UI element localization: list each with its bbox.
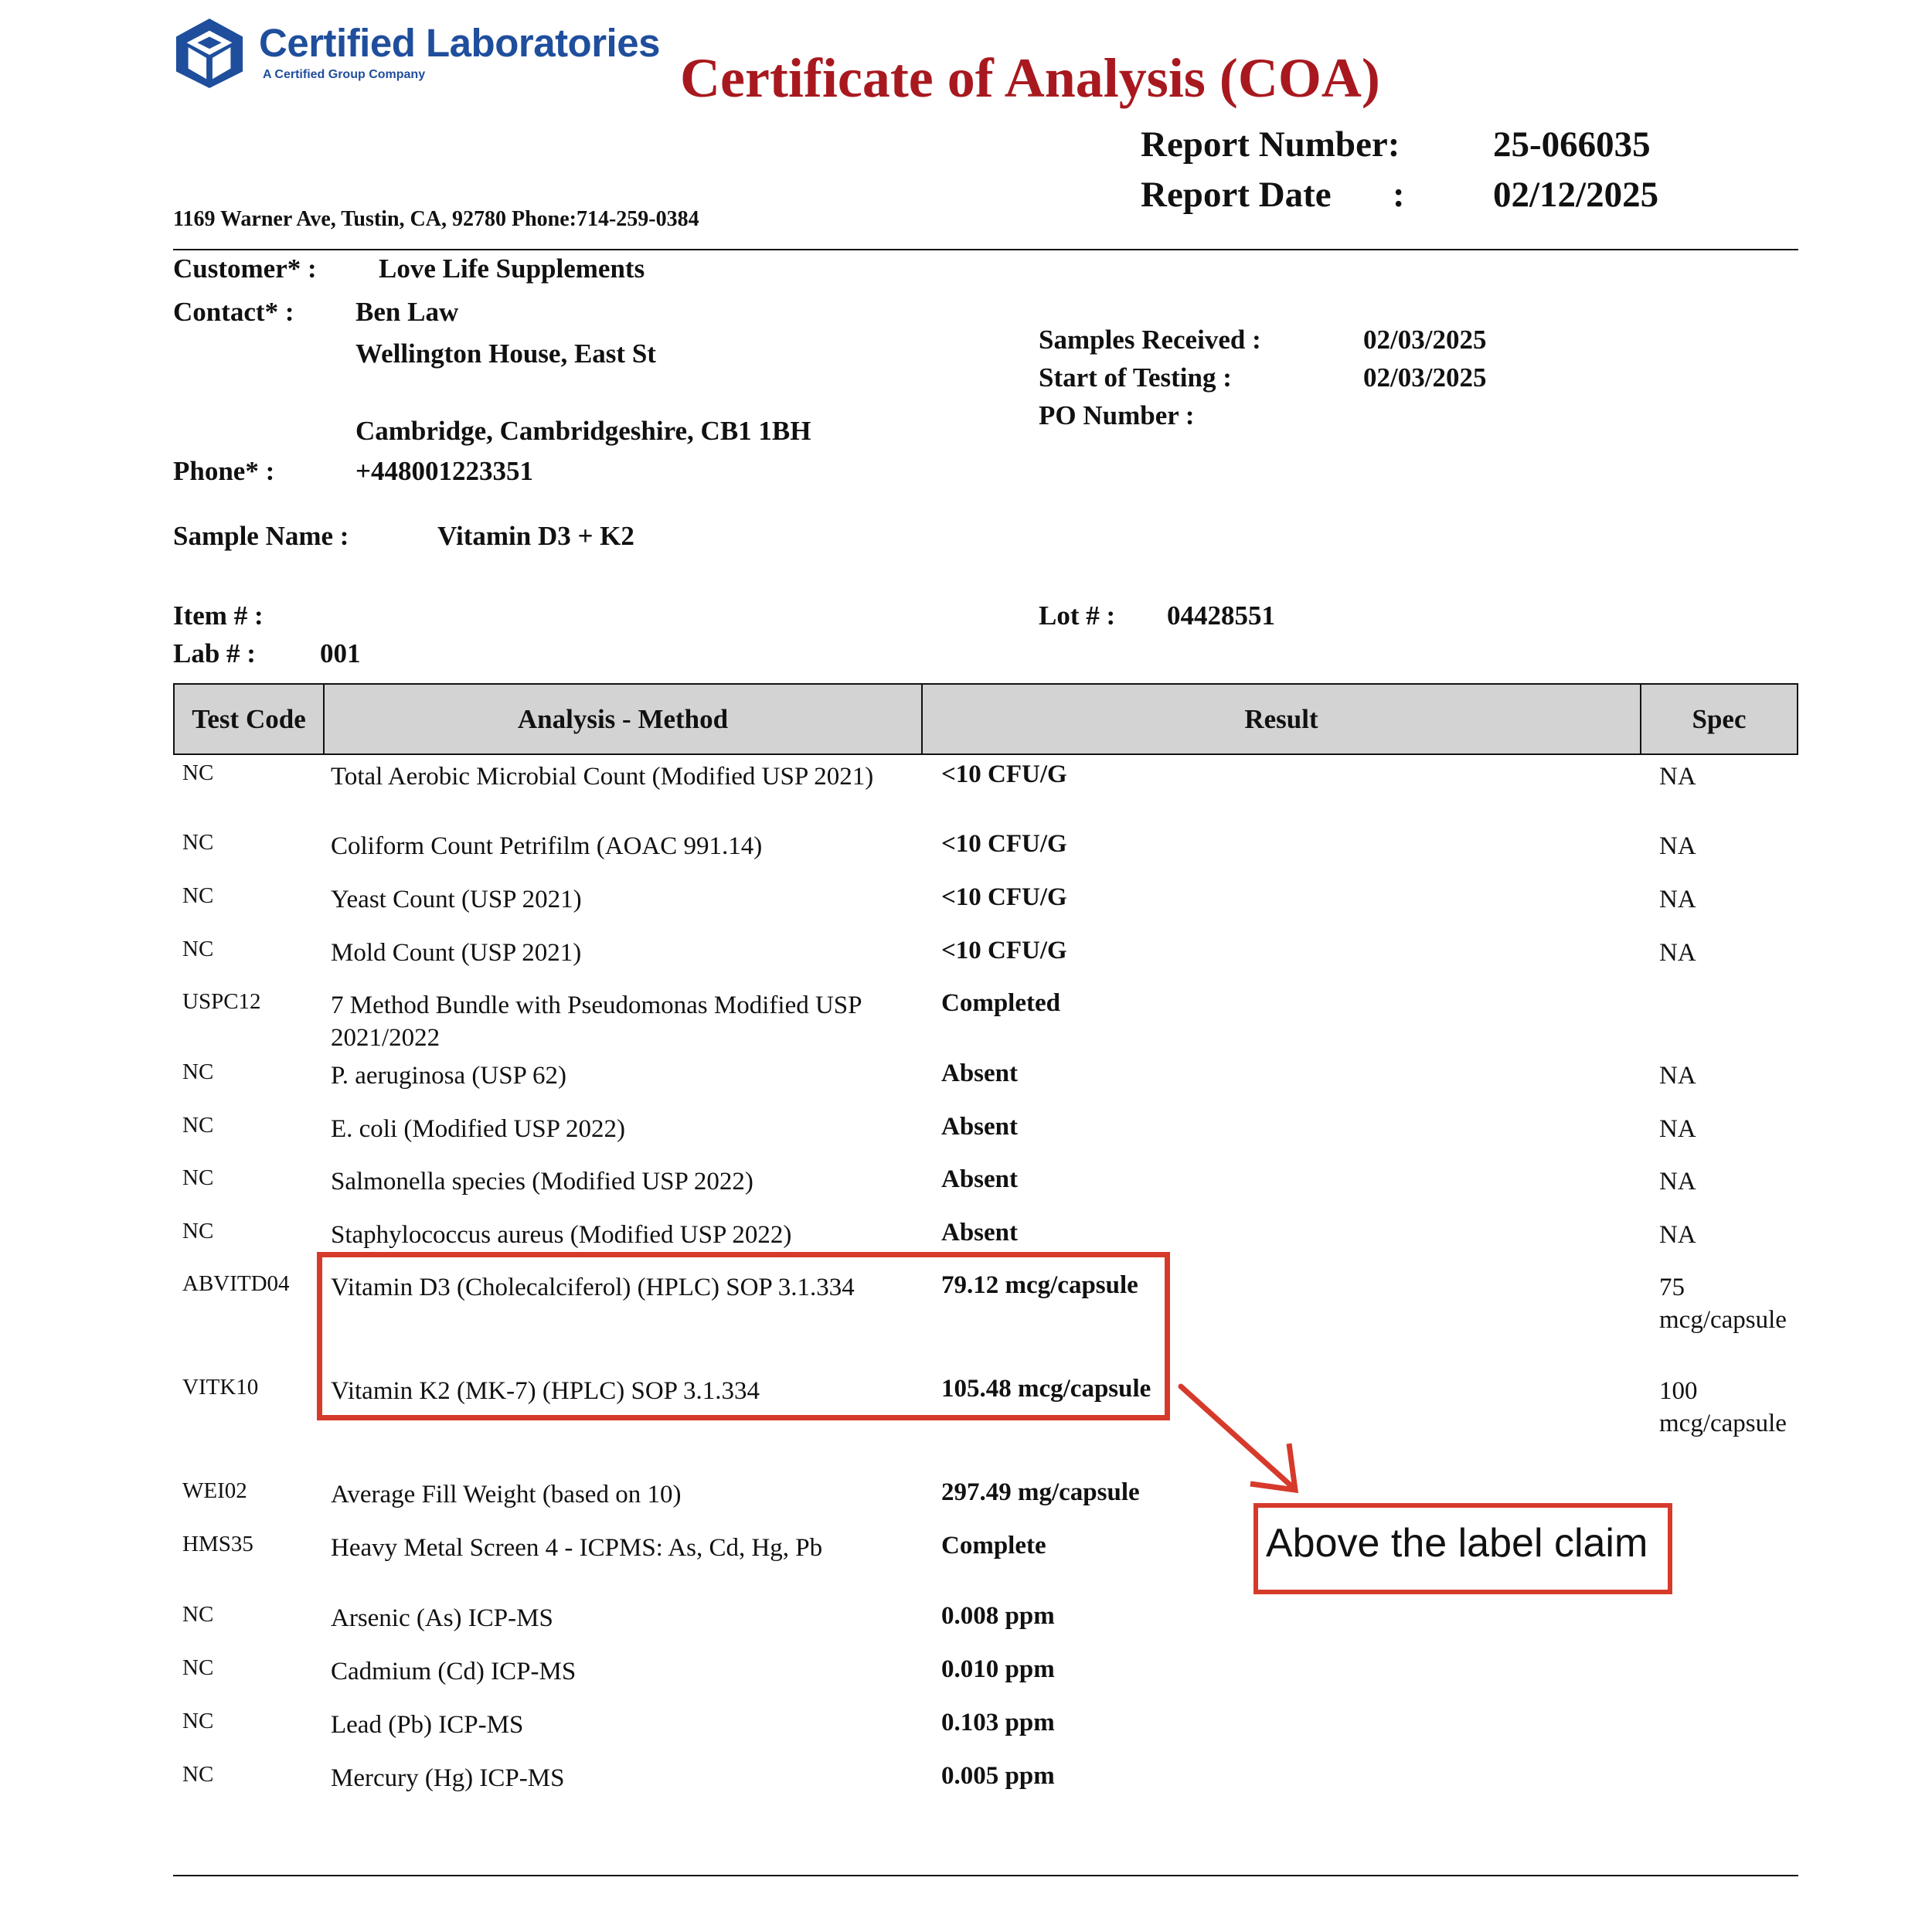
- phone-label: Phone* :: [173, 456, 275, 486]
- contact-label: Contact* :: [173, 297, 294, 327]
- analysis-method: Vitamin D3 (Cholecalciferol) (HPLC) SOP 3.1.334: [331, 1274, 855, 1301]
- test-code: NC: [182, 1709, 214, 1733]
- test-code: NC: [182, 1113, 214, 1138]
- test-code: NC: [182, 760, 214, 785]
- samples-received-label: Samples Received :: [1039, 325, 1261, 355]
- result: 0.005 ppm: [941, 1762, 1055, 1790]
- header-result: Result: [1244, 704, 1318, 734]
- analysis-method: Cadmium (Cd) ICP-MS: [331, 1658, 577, 1685]
- spec: NA: [1659, 1115, 1696, 1143]
- test-code: NC: [182, 883, 214, 908]
- analysis-method: Coliform Count Petrifilm (AOAC 991.14): [331, 832, 763, 860]
- result: Complete: [941, 1532, 1046, 1560]
- header-test-code: Test Code: [192, 704, 306, 734]
- test-code: ABVITD04: [182, 1271, 290, 1296]
- result: 0.103 ppm: [941, 1709, 1055, 1736]
- phone-value: +448001223351: [355, 456, 533, 486]
- result: Absent: [941, 1219, 1019, 1247]
- test-code: NC: [182, 830, 214, 855]
- customer-value: Love Life Supplements: [379, 253, 645, 284]
- vitamin-highlight-box: [317, 1252, 1170, 1420]
- report-number-label: Report Number:: [1141, 124, 1400, 165]
- test-code: NC: [182, 1060, 214, 1084]
- test-code: NC: [182, 1655, 214, 1680]
- analysis-method: Arsenic (As) ICP-MS: [331, 1604, 553, 1632]
- analysis-method: P. aeruginosa (USP 62): [331, 1062, 566, 1090]
- analysis-method: Vitamin K2 (MK-7) (HPLC) SOP 3.1.334: [331, 1377, 760, 1405]
- brand-tagline: A Certified Group Company: [263, 68, 426, 81]
- lot-value: 04428551: [1167, 600, 1275, 631]
- result: 0.010 ppm: [941, 1655, 1055, 1683]
- cube-logo-icon: [172, 17, 247, 90]
- spec: NA: [1659, 1221, 1696, 1249]
- address-line-2: Cambridge, Cambridgeshire, CB1 1BH: [355, 416, 811, 446]
- result: Absent: [941, 1165, 1019, 1193]
- test-code: VITK10: [182, 1375, 259, 1400]
- footer-divider: [173, 1875, 1798, 1876]
- analysis-method: Yeast Count (USP 2021): [331, 886, 582, 913]
- analysis-method: Staphylococcus aureus (Modified USP 2022): [331, 1221, 792, 1249]
- address-line-1: Wellington House, East St: [355, 338, 656, 369]
- table-header: [173, 683, 1798, 755]
- test-code: NC: [182, 1762, 214, 1787]
- lot-label: Lot # :: [1039, 600, 1116, 631]
- result: <10 CFU/G: [941, 760, 1067, 788]
- analysis-method: Heavy Metal Screen 4 - ICPMS: As, Cd, Hg, Pb: [331, 1534, 823, 1562]
- customer-label: Customer* :: [173, 253, 317, 284]
- start-testing-label: Start of Testing :: [1039, 362, 1232, 393]
- contact-value: Ben Law: [355, 297, 459, 327]
- spec: NA: [1659, 1062, 1696, 1090]
- sample-name-value: Vitamin D3 + K2: [437, 521, 634, 551]
- analysis-method: Mold Count (USP 2021): [331, 939, 582, 967]
- analysis-method: E. coli (Modified USP 2022): [331, 1115, 625, 1143]
- spec: NA: [1659, 763, 1696, 791]
- lab-value: 001: [320, 638, 361, 668]
- result: <10 CFU/G: [941, 883, 1067, 911]
- po-number-label: PO Number :: [1039, 400, 1195, 430]
- analysis-method: Total Aerobic Microbial Count (Modified USP 2021): [331, 763, 874, 791]
- lab-address: 1169 Warner Ave, Tustin, CA, 92780 Phone:714-259-0384: [173, 207, 699, 231]
- result: Absent: [941, 1060, 1019, 1087]
- header-analysis-method: Analysis - Method: [517, 704, 729, 734]
- test-code: WEI02: [182, 1478, 247, 1503]
- document-title: Certificate of Analysis (COA): [680, 47, 1380, 109]
- result: 297.49 mg/capsule: [941, 1478, 1140, 1506]
- callout-text: Above the label claim: [1266, 1521, 1648, 1566]
- arrow-icon: [1175, 1376, 1314, 1499]
- spec: 75 mcg/capsule: [1659, 1274, 1787, 1334]
- result: Absent: [941, 1113, 1019, 1141]
- report-date-label: Report Date: [1141, 175, 1332, 215]
- spec: 100 mcg/capsule: [1659, 1377, 1787, 1437]
- spec: NA: [1659, 832, 1696, 860]
- test-code: NC: [182, 937, 214, 961]
- report-date-colon: :: [1393, 175, 1405, 215]
- report-number: 25-066035: [1493, 124, 1651, 165]
- result: Completed: [941, 989, 1060, 1017]
- sample-name-label: Sample Name :: [173, 521, 349, 551]
- report-date: 02/12/2025: [1493, 175, 1659, 215]
- analysis-method: Average Fill Weight (based on 10): [331, 1481, 682, 1509]
- item-label: Item # :: [173, 600, 264, 631]
- result: <10 CFU/G: [941, 830, 1067, 858]
- result: 79.12 mcg/capsule: [941, 1271, 1138, 1299]
- test-code: NC: [182, 1165, 214, 1190]
- brand-name: Certified Laboratories: [259, 21, 660, 65]
- lab-label: Lab # :: [173, 638, 256, 668]
- spec: NA: [1659, 1168, 1696, 1196]
- spec: NA: [1659, 886, 1696, 913]
- samples-received-value: 02/03/2025: [1363, 325, 1487, 355]
- test-code: USPC12: [182, 989, 261, 1014]
- test-code: HMS35: [182, 1532, 253, 1556]
- analysis-method: Mercury (Hg) ICP-MS: [331, 1764, 565, 1792]
- result: 105.48 mcg/capsule: [941, 1375, 1151, 1403]
- analysis-method: Salmonella species (Modified USP 2022): [331, 1168, 753, 1196]
- analysis-method: Lead (Pb) ICP-MS: [331, 1711, 524, 1739]
- header-divider: [173, 249, 1798, 250]
- spec: NA: [1659, 939, 1696, 967]
- analysis-method: 7 Method Bundle with Pseudomonas Modified USP 2021/2022: [331, 992, 862, 1052]
- header-spec: Spec: [1692, 704, 1747, 734]
- result: <10 CFU/G: [941, 937, 1067, 964]
- result: 0.008 ppm: [941, 1602, 1055, 1630]
- start-testing-value: 02/03/2025: [1363, 362, 1487, 393]
- test-code: NC: [182, 1219, 214, 1243]
- test-code: NC: [182, 1602, 214, 1627]
